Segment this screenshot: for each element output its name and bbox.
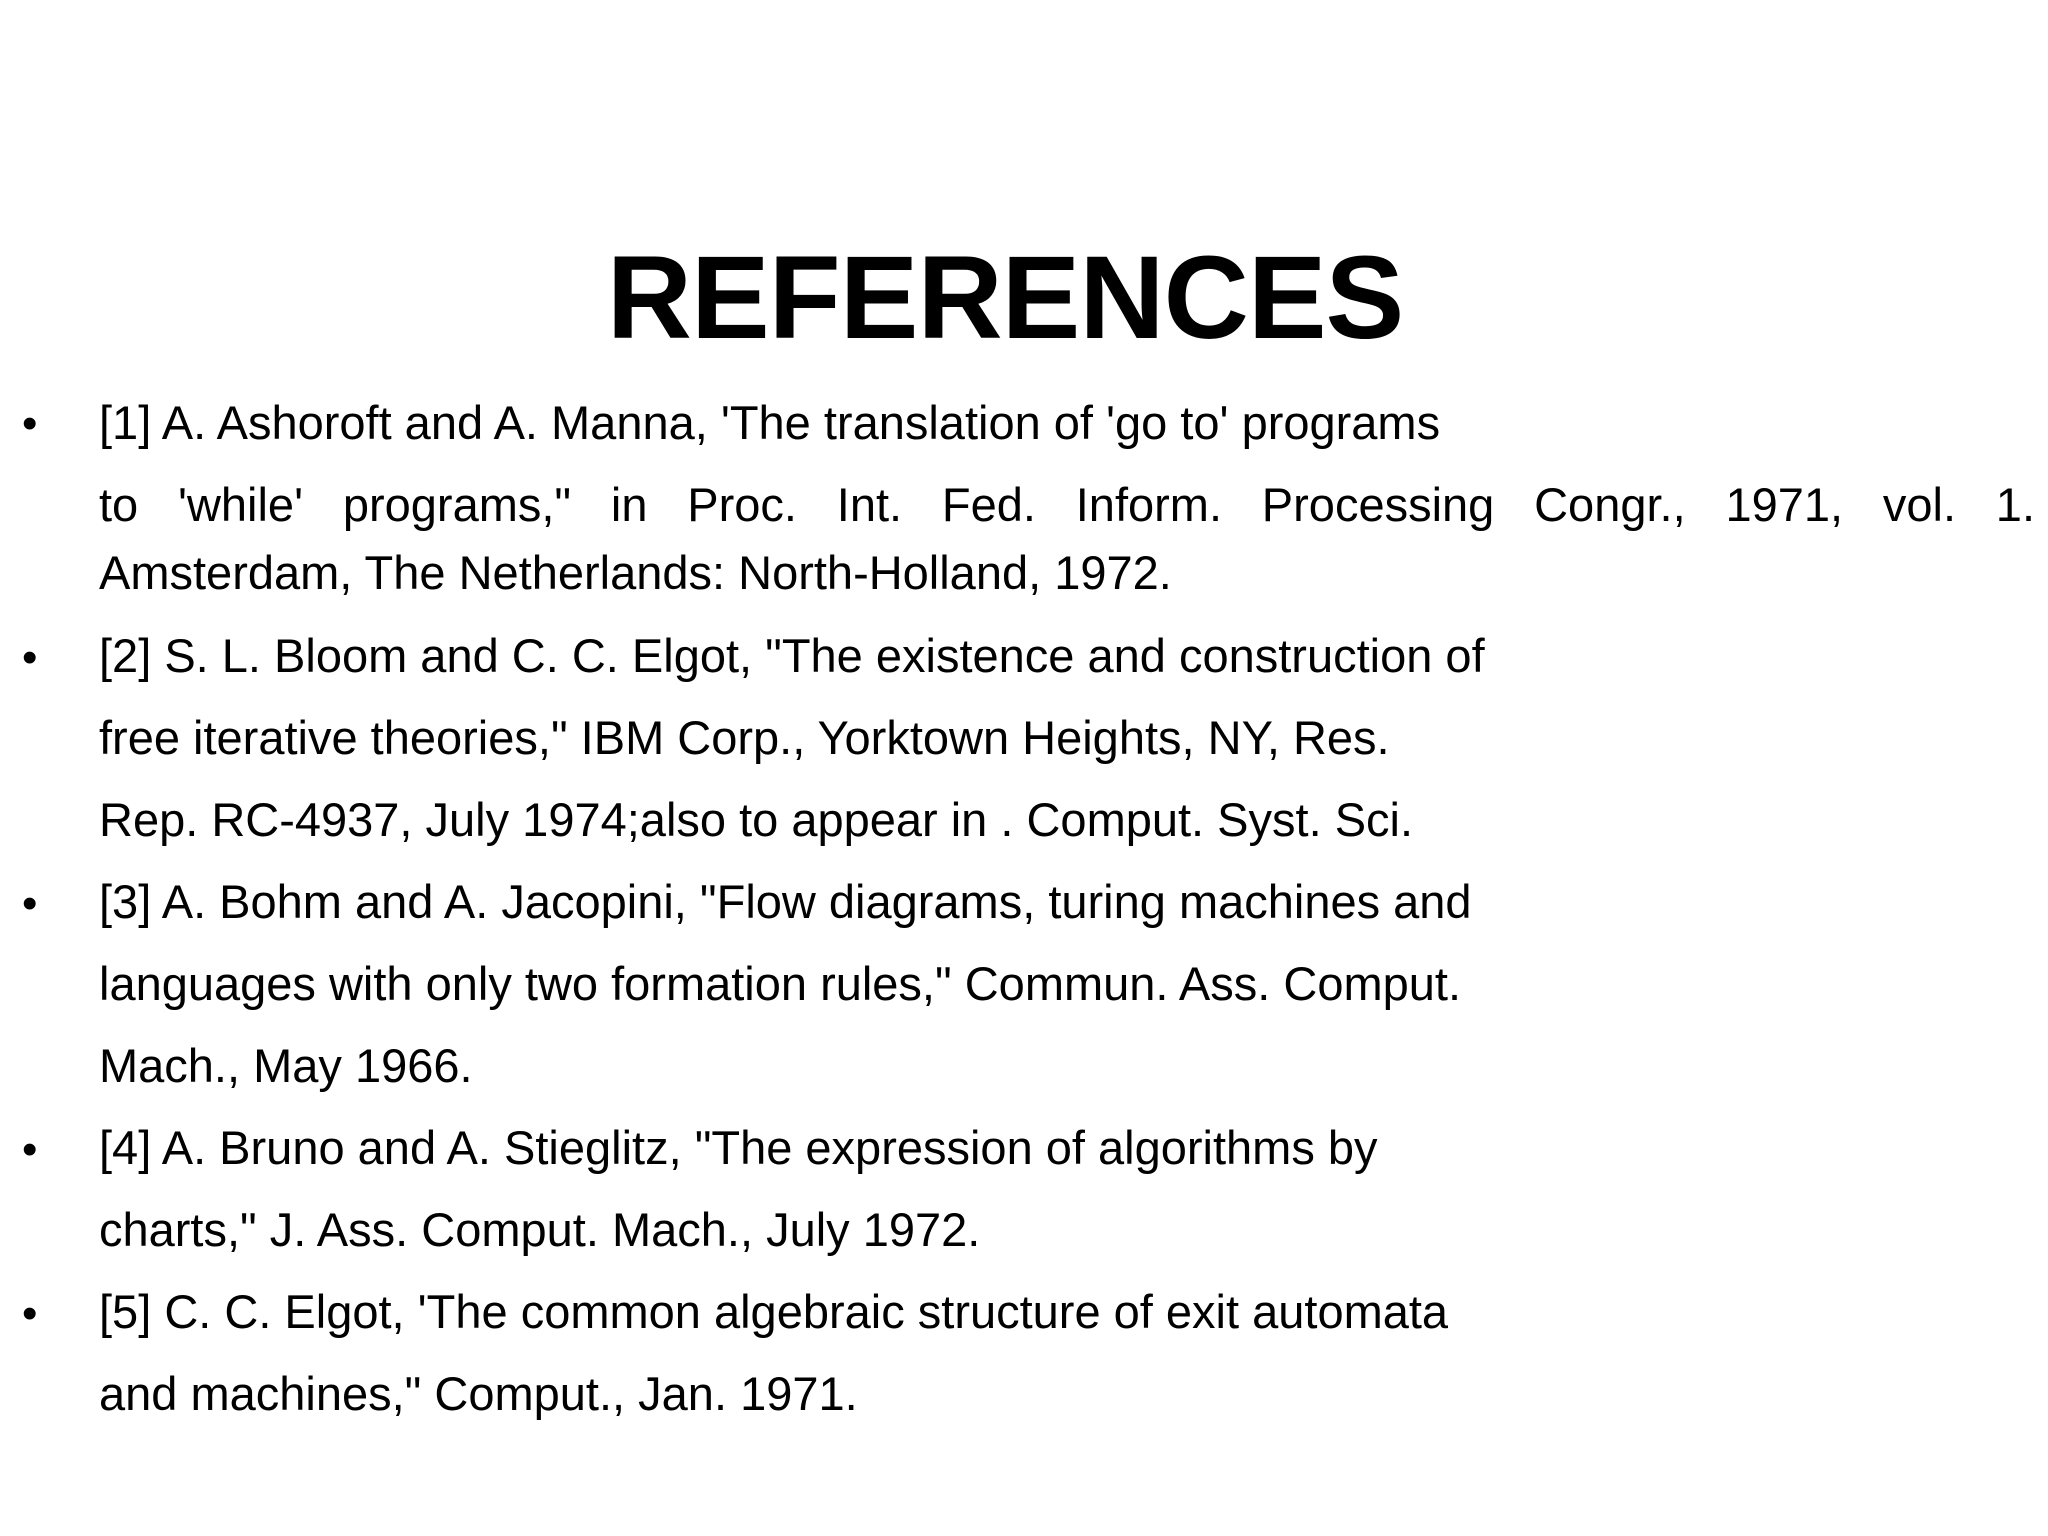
reference-line: Amsterdam, The Netherlands: North-Holland, 1972. [99, 546, 1172, 599]
bullet-icon: • [22, 399, 38, 448]
reference-line: Mach., May 1966. [99, 1039, 473, 1092]
reference-line: languages with only two formation rules," Commun. Ass. Comput. [99, 957, 1462, 1010]
reference-line: [2] S. L. Bloom and C. C. Elgot, "The existence and construction of [99, 629, 1485, 682]
reference-line: to 'while' programs," in Proc. Int. Fed. Inform. Processing Congr., 1971, vol. 1. [99, 478, 2035, 531]
bullet-icon: • [22, 1125, 38, 1174]
bullet-icon: • [22, 879, 38, 928]
page-title: REFERENCES [606, 232, 1404, 364]
reference-line: free iterative theories," IBM Corp., Yorktown Heights, NY, Res. [99, 711, 1390, 764]
reference-line: Rep. RC-4937, July 1974;also to appear in . Comput. Syst. Sci. [99, 793, 1414, 846]
bullet-icon: • [22, 1289, 38, 1338]
reference-line: [1] A. Ashoroft and A. Manna, 'The translation of 'go to' programs [99, 396, 1441, 449]
reference-line: [5] C. C. Elgot, 'The common algebraic structure of exit automata [99, 1285, 1449, 1338]
reference-line: [4] A. Bruno and A. Stieglitz, "The expression of algorithms by [99, 1121, 1378, 1174]
bullet-icon: • [22, 633, 38, 682]
reference-line: charts," J. Ass. Comput. Mach., July 1972. [99, 1203, 981, 1256]
reference-line: and machines," Comput., Jan. 1971. [99, 1367, 858, 1420]
reference-line: [3] A. Bohm and A. Jacopini, "Flow diagrams, turing machines and [99, 875, 1472, 928]
